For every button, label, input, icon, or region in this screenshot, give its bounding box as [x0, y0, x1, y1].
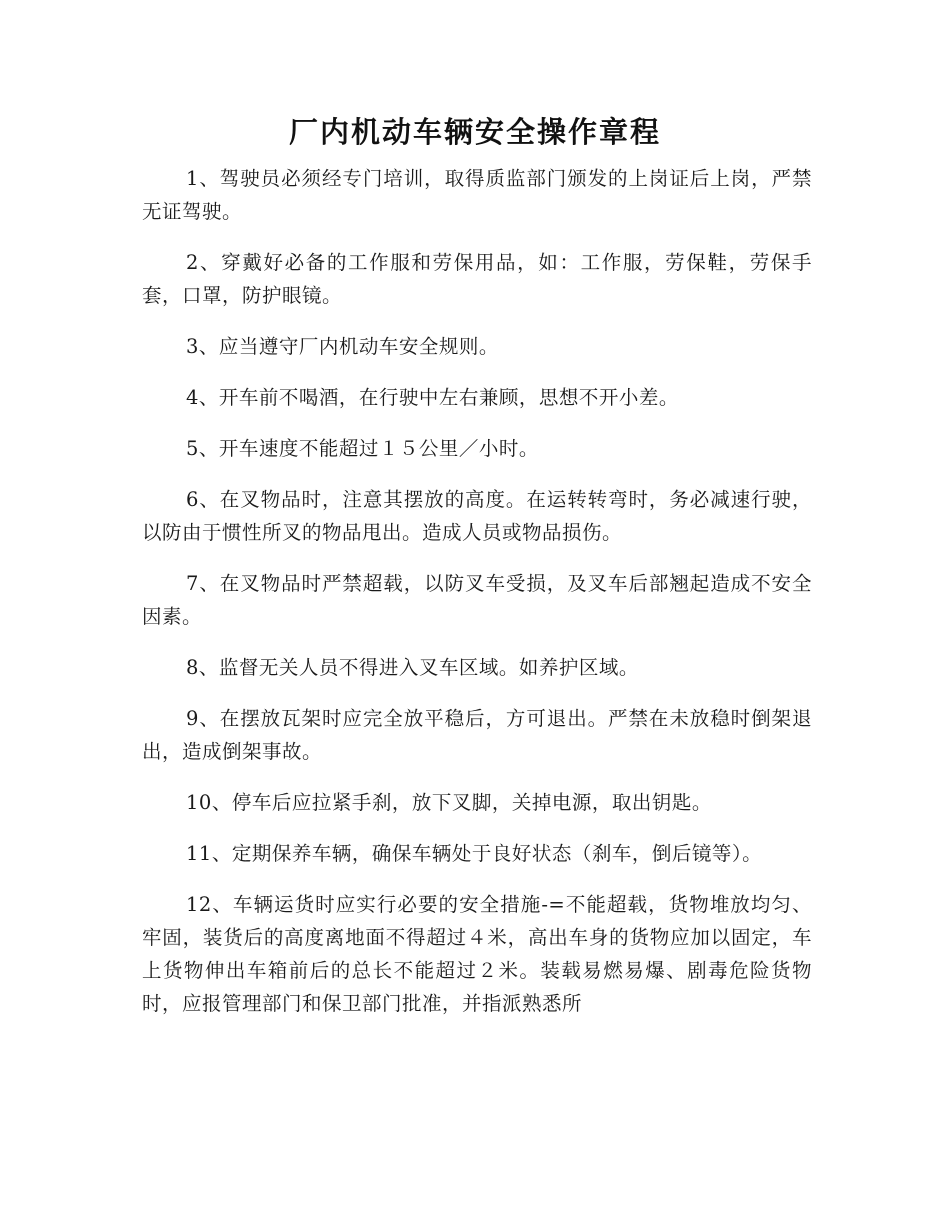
- paragraph-3: 3、应当遵守厂内机动车安全规则。: [186, 335, 499, 358]
- paragraph-8: 8、监督无关人员不得进入叉车区域。如养护区域。: [186, 656, 639, 679]
- paragraph-11: 11、定期保养车辆，确保车辆处于良好状态（刹车，倒后镜等）。: [186, 842, 763, 865]
- paragraph-2: 2、穿戴好必备的工作服和劳保用品，如：工作服，劳保鞋，劳保手套，口罩，防护眼镜。: [142, 251, 812, 307]
- paragraph-9: 9、在摆放瓦架时应完全放平稳后，方可退出。严禁在未放稳时倒架退出，造成倒架事故。: [142, 707, 812, 763]
- document-body: [142, 162, 812, 1038]
- paragraph-4: 4、开车前不喝酒，在行驶中左右兼顾，思想不开小差。: [186, 386, 679, 409]
- paragraph-10: 10、停车后应拉紧手刹，放下叉脚，关掉电源，取出钥匙。: [186, 791, 712, 814]
- paragraph-12: 12、车辆运货时应实行必要的安全措施-=不能超载，货物堆放均匀、牢固，装货后的高度离地面不得超过４米，高出车身的货物应加以固定，车上货物伸出车箱前后的总长不能超过２米。装载易燃易爆、剧毒危险货物时，应报管理部门和保卫部门批准，并指派熟悉所: [142, 893, 812, 1015]
- paragraph-1: 1、驾驶员必须经专门培训，取得质监部门颁发的上岗证后上岗，严禁无证驾驶。: [142, 167, 812, 223]
- paragraph-7: 7、在叉物品时严禁超载，以防叉车受损，及叉车后部翘起造成不安全因素。: [142, 572, 812, 628]
- paragraph-6: 6、在叉物品时，注意其摆放的高度。在运转转弯时，务必减速行驶，以防由于惯性所叉的物品甩出。造成人员或物品损伤。: [142, 488, 812, 544]
- paragraph-5: 5、开车速度不能超过１５公里／小时。: [186, 437, 539, 460]
- document-title: 厂内机动车辆安全操作章程: [288, 115, 661, 149]
